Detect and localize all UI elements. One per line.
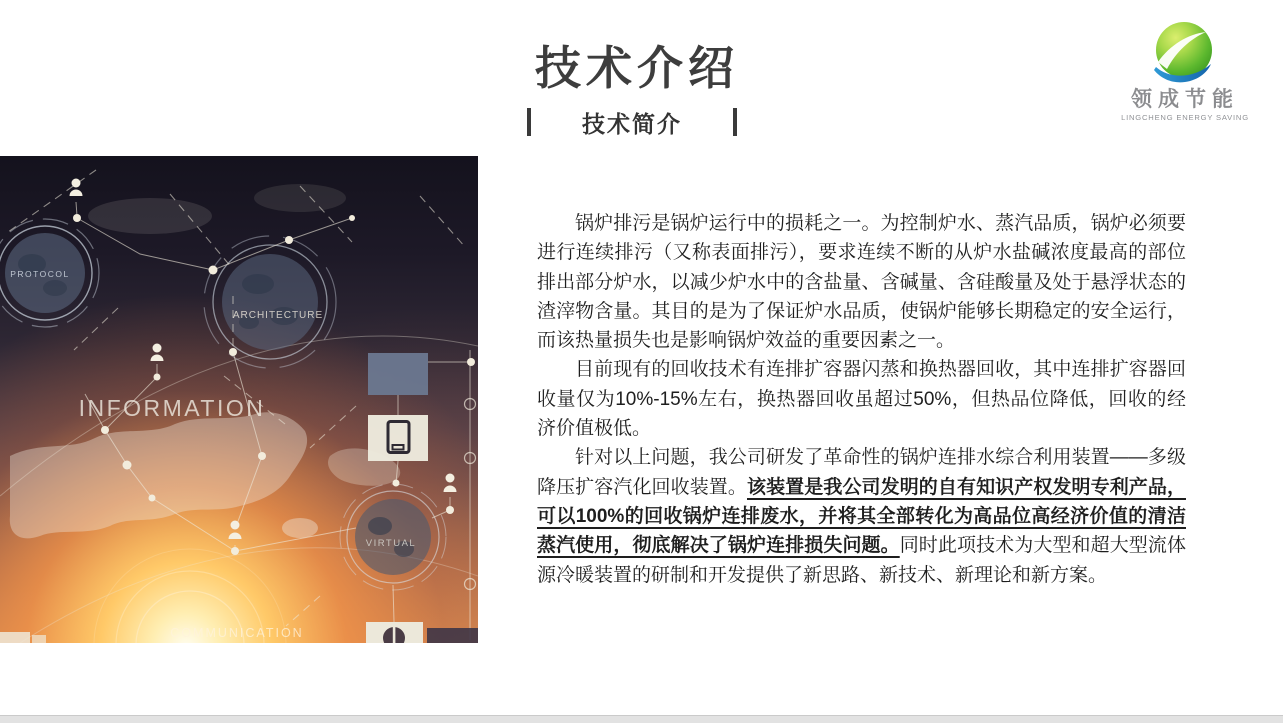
person-icon xyxy=(444,474,457,493)
subtitle-left-bar xyxy=(527,108,531,136)
paragraph-3-tail: 同时此项技术为大型和超大型流体源冷暖装置的研制和开发提供了新思路、新技术、新理论和新方案。 xyxy=(537,535,1186,586)
subtitle-right-bar xyxy=(733,108,737,136)
protocol-globe xyxy=(0,219,99,327)
communication-label: COMMUNICATION xyxy=(170,626,304,640)
virtual-globe xyxy=(340,484,446,590)
page-title: 技术介绍 xyxy=(535,43,739,94)
paragraph-3 xyxy=(537,443,1186,589)
page-subtitle-row xyxy=(527,107,737,137)
person-icon xyxy=(151,344,164,362)
corner-tile xyxy=(32,635,46,643)
paragraph-3-lead: 针对以上问题，我公司研发了革命性的锅炉连排水综合利用装置——多级降压扩容汽化回收装置。 xyxy=(537,447,1186,498)
dark-tile xyxy=(427,628,478,643)
logo-company-name-en: LINGCHENG ENERGY SAVING xyxy=(1121,113,1249,122)
photo-overlay-graphics xyxy=(0,156,478,643)
architecture-label: ARCHITECTURE xyxy=(232,310,324,321)
bottom-scrollbar-track[interactable] xyxy=(0,715,1283,723)
paragraph-1: 锅炉排污是锅炉运行中的损耗之一。为控制炉水、蒸汽品质，锅炉必须要进行连续排污（又称表面排污），要求连续不断的从炉水盐碱浓度最高的部位排出部分炉水，以减少炉水中的含盐量、含碱量、含硅酸量及处于悬浮状态的渣滓物含量。其目的是为了保证炉水品质，使锅炉能够长期稳定的安全运行，而该热量损失也是影响锅炉效益的重要因素之一。 xyxy=(537,213,1186,352)
left-photo xyxy=(0,156,478,643)
virtual-label: VIRTUAL xyxy=(365,538,417,549)
blue-tile xyxy=(368,353,428,395)
corner-tile xyxy=(0,632,30,643)
body-text-block xyxy=(537,209,1186,590)
phone-tile xyxy=(368,415,428,461)
paragraph-2: 目前现有的回收技术有连排扩容器闪蒸和换热器回收，其中连排扩容器回收量仅为10%-15%左右，换热器回收虽超过50%，但热品位降低，回收的经济价值极低。 xyxy=(537,359,1186,440)
paragraph-3-emphasis: 该装置是我公司发明的自有知识产权发明专利产品，可以100%的回收锅炉连排废水，并将其全部转化为高品位高经济价值的清洁蒸汽使用，彻底解决了锅炉连排损失问题。 xyxy=(537,476,1186,557)
bottom-disc-tile xyxy=(366,622,423,643)
page-subtitle: 技术简介 xyxy=(582,110,682,137)
world-map-silhouette xyxy=(10,184,400,538)
logo-company-name: 领成节能 xyxy=(1131,88,1239,111)
company-logo-icon xyxy=(1118,10,1252,128)
architecture-globe xyxy=(204,236,336,368)
protocol-label: PROTOCOL xyxy=(10,269,70,279)
company-logo xyxy=(1118,10,1252,128)
person-icon xyxy=(229,521,242,540)
information-label: INFORMATION xyxy=(78,395,266,421)
